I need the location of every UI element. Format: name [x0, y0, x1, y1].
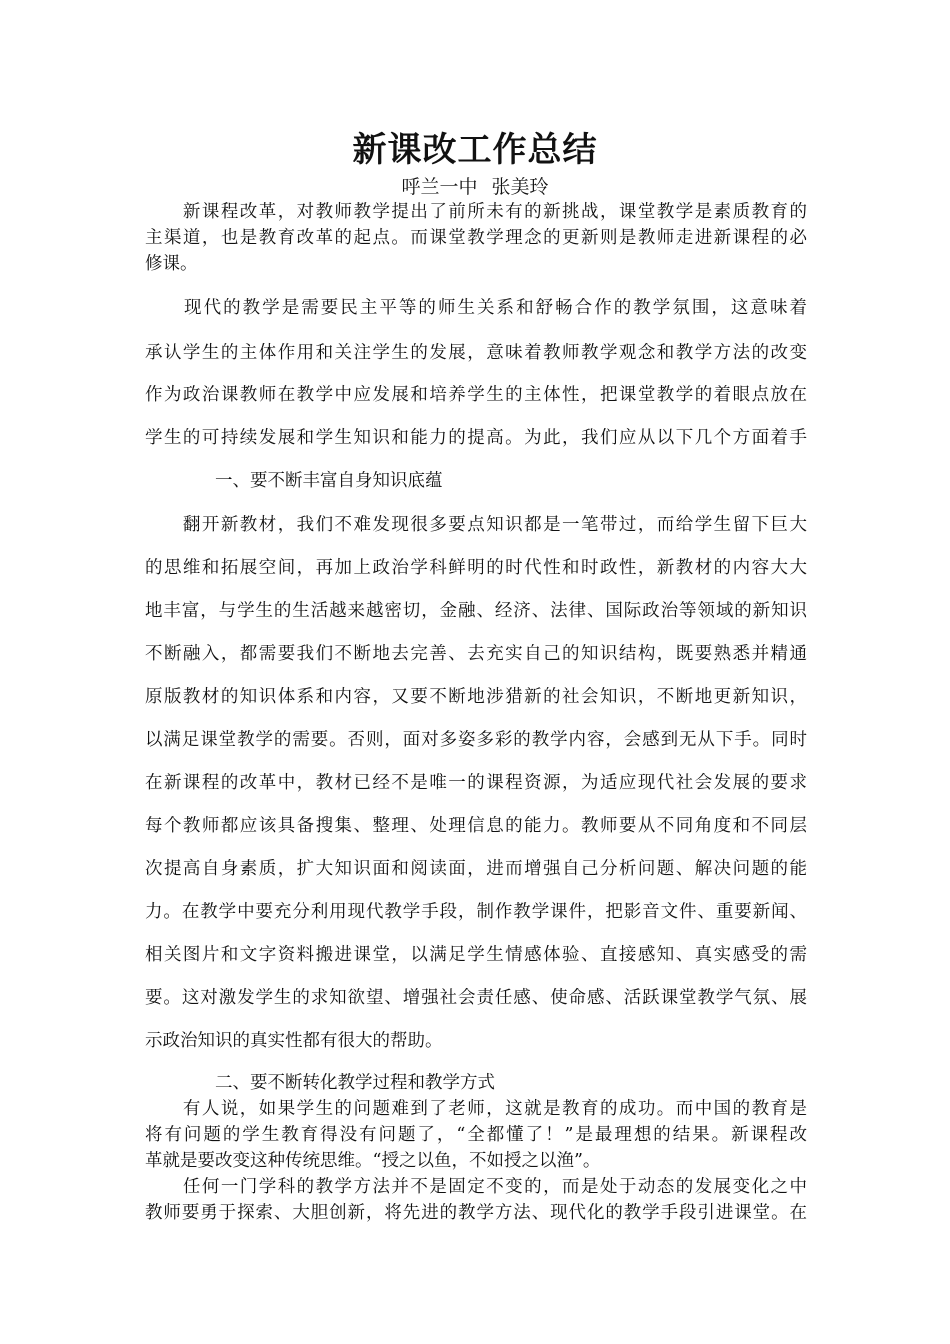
text-line: 不断融入，都需要我们不断地去完善、去充实自己的知识结构，既要熟悉并精通 [145, 644, 807, 664]
text-line: 相关图片和文字资料搬进课堂，以满足学生情感体验、直接感知、真实感受的需 [145, 945, 807, 965]
text-line: 次提高自身素质，扩大知识面和阅读面，进而增强自己分析问题、解决问题的能 [145, 859, 807, 879]
text-line: 主渠道，也是教育改革的起点。而课堂教学理念的更新则是教师走进新课程的必 [145, 228, 807, 248]
text-line: 示政治知识的真实性都有很大的帮助。 [145, 1031, 443, 1051]
text-line: 地丰富，与学生的生活越来越密切，金融、经济、法律、国际政治等领域的新知识 [145, 601, 807, 621]
text-line: 要。这对激发学生的求知欲望、增强社会责任感、使命感、活跃课堂教学气氛、展 [145, 988, 807, 1008]
text-line: 承认学生的主体作用和关注学生的发展，意味着教师教学观念和教学方法的改变 [145, 343, 807, 363]
text-line: 在新课程的改革中，教材已经不是唯一的课程资源，为适应现代社会发展的要求 [145, 773, 807, 793]
text-line: 翻开新教材，我们不难发现很多要点知识都是一笔带过，而给学生留下巨大 [145, 515, 807, 535]
text-line: 任何一门学科的教学方法并不是固定不变的，而是处于动态的发展变化之中 [145, 1177, 807, 1197]
text-line: 新课程改革，对教师教学提出了前所未有的新挑战，课堂教学是素质教育的 [145, 202, 807, 222]
text-line: 作为政治课教师在教学中应发展和培养学生的主体性，把课堂教学的着眼点放在 [145, 385, 807, 405]
text-line: 有人说，如果学生的问题难到了老师，这就是教育的成功。而中国的教育是 [145, 1099, 807, 1119]
text-line: 原版教材的知识体系和内容，又要不断地涉猎新的社会知识，不断地更新知识， [145, 687, 807, 707]
text-line: 教师要勇于探索、大胆创新，将先进的教学方法、现代化的教学手段引进课堂。在 [145, 1203, 807, 1223]
section-heading: 一、要不断丰富自身知识底蕴 [145, 471, 443, 491]
text-line: 现代的教学是需要民主平等的师生关系和舒畅合作的教学氛围，这意味着 [145, 298, 807, 318]
text-line: 每个教师都应该具备搜集、整理、处理信息的能力。教师要从不同角度和不同层 [145, 816, 807, 836]
document-author: 呼兰一中 张美玲 [401, 176, 549, 198]
section-heading: 二、要不断转化教学过程和教学方式 [145, 1073, 495, 1093]
text-line: 以满足课堂教学的需要。否则，面对多姿多彩的教学内容，会感到无从下手。同时 [145, 730, 807, 750]
text-line: 革就是要改变这种传统思维。“授之以鱼，不如授之以渔”。 [145, 1151, 601, 1171]
text-line: 修课。 [145, 254, 198, 274]
document-title: 新课改工作总结 [352, 130, 598, 170]
text-line: 学生的可持续发展和学生知识和能力的提高。为此，我们应从以下几个方面着手 [145, 428, 807, 448]
text-line: 将有问题的学生教育得没有问题了，“全都懂了！”是最理想的结果。新课程改 [145, 1125, 807, 1145]
text-line: 力。在教学中要充分利用现代教学手段，制作教学课件，把影音文件、重要新闻、 [145, 902, 807, 922]
text-line: 的思维和拓展空间，再加上政治学科鲜明的时代性和时政性，新教材的内容大大 [145, 558, 807, 578]
